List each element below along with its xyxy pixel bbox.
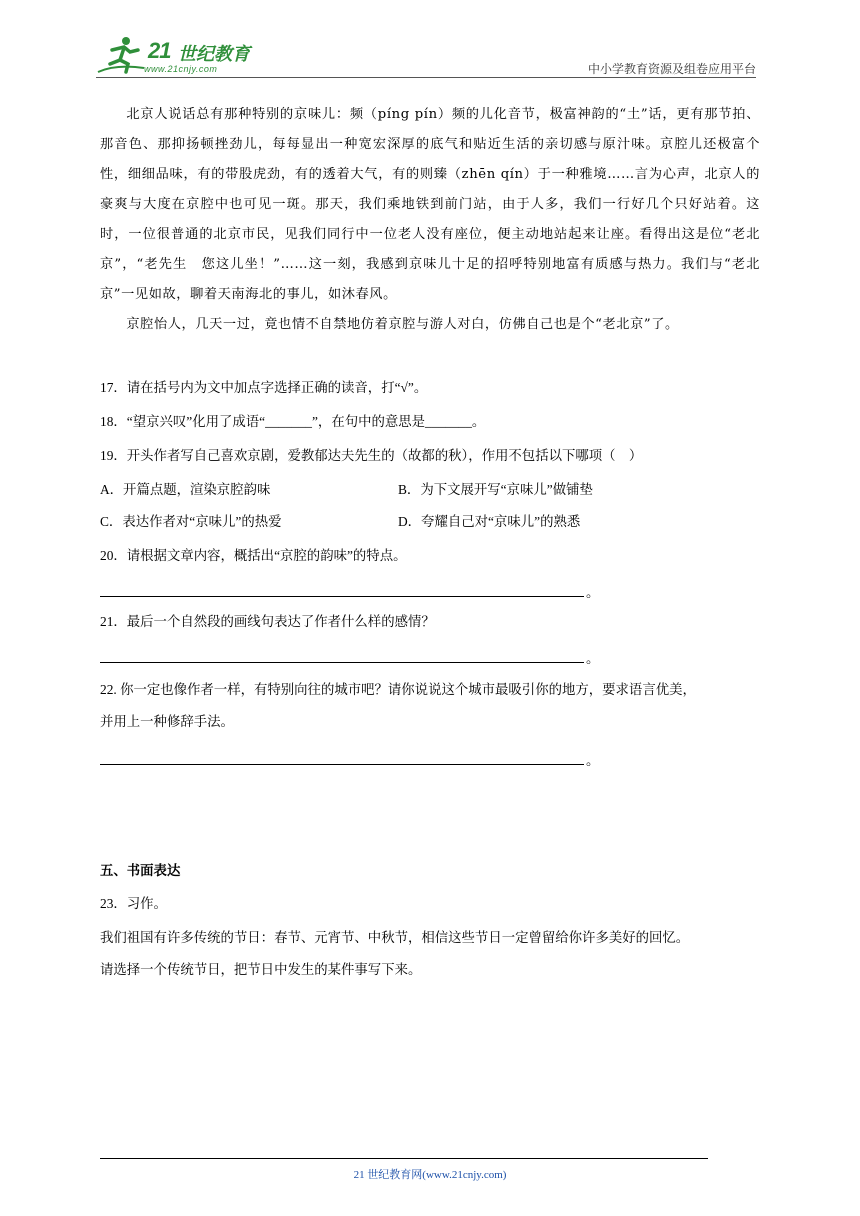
question-17: 17．请在括号内为文中加点字选择正确的读音，打“√”。: [100, 380, 428, 395]
logo-number: 21: [148, 38, 171, 63]
passage-line: 那节拍、那音色、那抑扬顿挫劲儿，每每显出一种宽宏深厚的底气和贴近生活的亲切感与原汁味。京: [100, 107, 760, 152]
option-d: D．夸耀自己对“京味儿”的熟悉: [398, 514, 581, 529]
passage-line: 起来让座。看得出这是位“老北京”，“老先生 您这儿坐！”……这一刻，我感到京味儿十足的: [100, 227, 761, 272]
writing-prompt-line-2: 请选择一个传统节日，把节日中发生的某件事写下来。: [100, 962, 422, 977]
logo-chinese-name: 世纪教育: [178, 44, 250, 65]
passage-line: 腔儿还极富个性，细细品味，有的带股虎劲，有的透着大气，有的则臻（zhēn qín）于一种雅境……: [100, 137, 760, 182]
answer-line-22: [100, 764, 584, 765]
passage-paragraph-2: 京腔怡人，几天一过，竟也情不自禁地仿着京腔与游人对白，仿佛自己也是个“老北京”了。: [126, 317, 679, 332]
question-21: 21．最后一个自然段的画线句表达了作者什么样的感情？: [100, 614, 435, 629]
answer-period-22: 。: [586, 753, 600, 768]
footer-source: 21 世纪教育网(www.21cnjy.com): [353, 1169, 507, 1181]
passage-line: 言为心声，北京人的豪爽与大度在京腔中也可见一斑。那天，我们乘地铁到前门站，由于人多，我们: [100, 167, 760, 212]
answer-line-20: [100, 596, 584, 597]
question-23: 23．习作。: [100, 896, 167, 911]
passage-line: 招呼特别地富有质感与热力。我们与“老北京”一见如故，聊着天南海北的事儿，如沐春风。: [100, 257, 760, 302]
writing-prompt-line-1: 我们祖国有许多传统的节日：春节、元宵节、中秋节，相信这些节日一定曾留给你许多美好的回忆。: [100, 930, 690, 945]
passage-paragraph-1: [100, 100, 760, 310]
answer-period-21: 。: [586, 651, 600, 666]
runner-icon: [96, 34, 146, 76]
question-18: 18．“望京兴叹”化用了成语“_______”，在句中的意思是_______。: [100, 414, 486, 429]
answer-period-20: 。: [586, 585, 600, 600]
passage-line: 北京人说话总有那种特别的京味儿：频（píng pín）频的儿化音节，极富神韵的“土”话，更有: [126, 107, 705, 122]
question-20: 20．请根据文章内容，概括出“京腔的韵味”的特点。: [100, 548, 407, 563]
option-b: B．为下文展开写“京味儿”做铺垫: [398, 482, 593, 497]
question-22-line-2: 并用上一种修辞手法。: [100, 714, 234, 729]
reading-passage: [100, 100, 760, 340]
platform-name: 中小学教育资源及组卷应用平台: [587, 62, 756, 76]
logo-url: www.21cnjy.com: [144, 64, 218, 74]
option-c: C．表达作者对“京味儿”的热爱: [100, 514, 282, 529]
question-19: 19．开头作者写自己喜欢京剧，爱教郁达夫先生的（故都的秋），作用不包括以下哪项（ ）: [100, 448, 643, 463]
question-22-line-1: 22. 你一定也像作者一样，有特别向往的城市吧？请你说说这个城市最吸引你的地方，要求语言优美，: [100, 682, 696, 697]
section-title-writing: 五、书面表达: [100, 864, 181, 879]
site-logo: [96, 34, 261, 76]
page-header: [96, 34, 756, 78]
answer-line-21: [100, 662, 584, 663]
option-a: A．开篇点题，渲染京腔韵味: [100, 482, 271, 497]
passage-line: 一行好几个只好站着。这时，一位很普通的北京市民，见我们同行中一位老人没有座位，便主动地站: [100, 197, 760, 242]
footer-divider: [100, 1158, 708, 1159]
header-divider: [96, 77, 756, 78]
